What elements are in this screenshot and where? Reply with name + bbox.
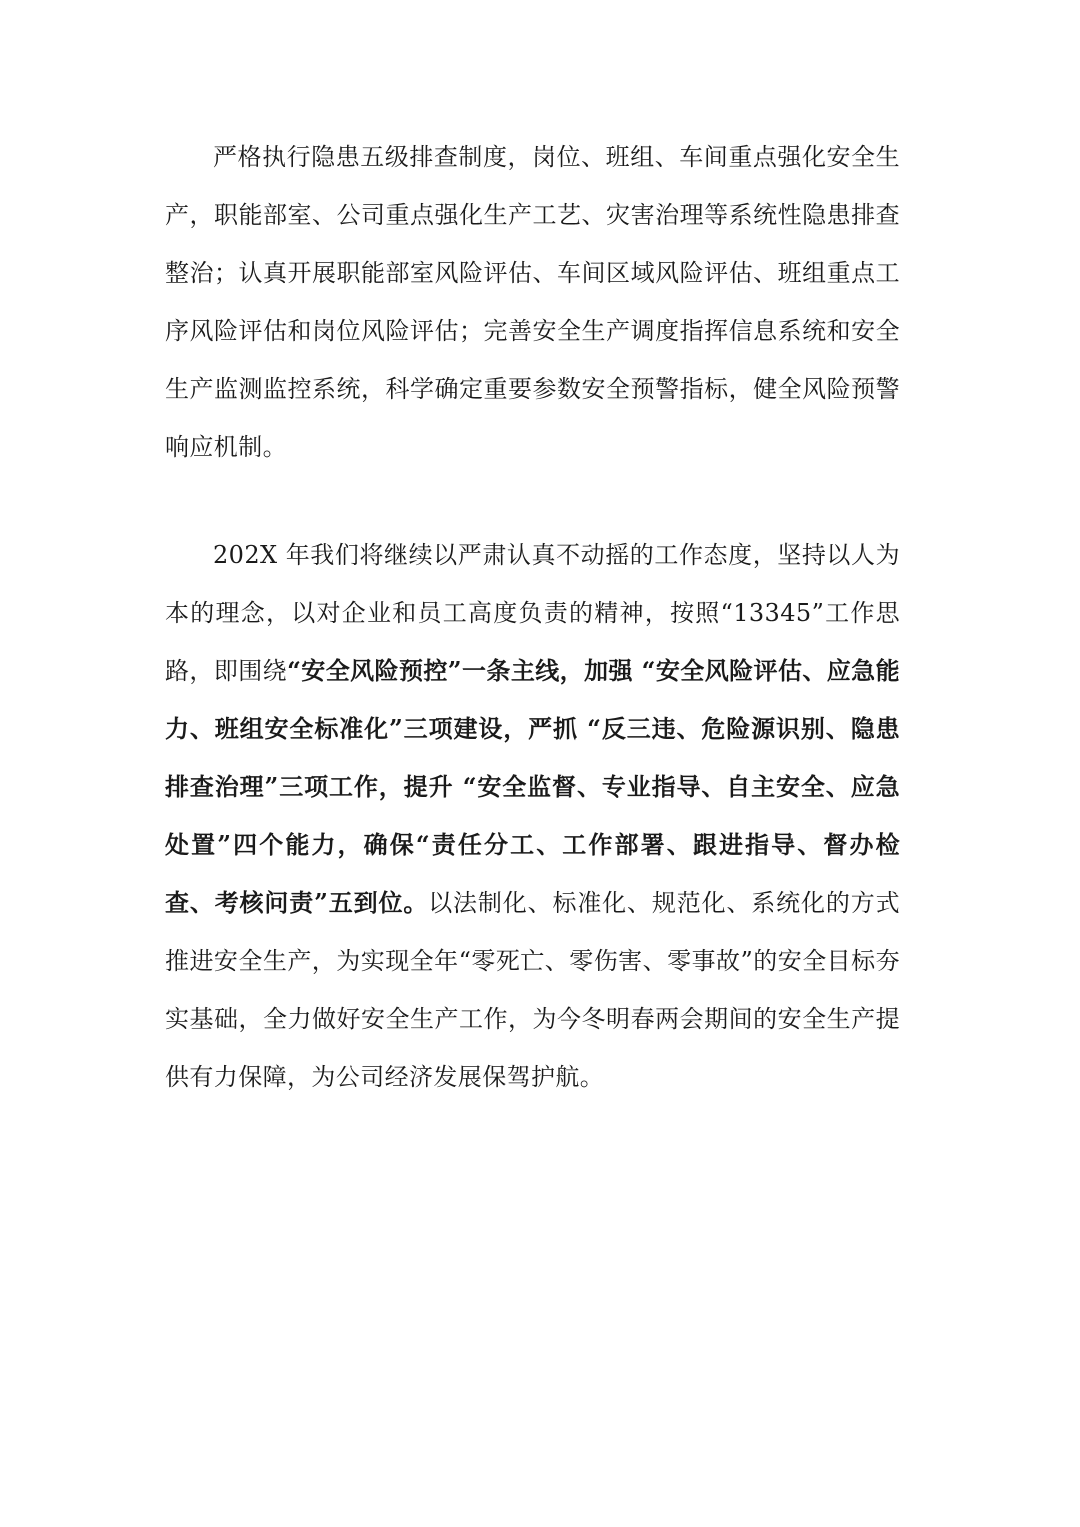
paragraph-text: 严格执行隐患五级排查制度，岗位、班组、车间重点强化安全生产，职能部室、公司重点强化生产工艺、灾害治理等系统性隐患排查整治；认真开展职能部室风险评估、车间区域风险评估、班组重点工序风险评估和岗位风险评估；完善安全生产调度指挥信息系统和安全生产监测监控系统，科学确定重要参数安全预警指标，健全风险预警响应机制。 bbox=[165, 143, 900, 461]
paragraph-work-plan bbox=[165, 526, 900, 1106]
paragraph-text-intro: 202X 年我们将继续以严肃认真不动摇的工作态度，坚持以人为本的理念，以对企业和员工高度负责的精神，按照“13345”工作思路，即围绕 bbox=[165, 541, 900, 685]
paragraph-hazard-inspection bbox=[165, 128, 900, 476]
paragraph-text-bold: “安全风险预控”一条主线，加强 “安全风险评估、应急能力、班组安全标准化”三项建设，严抓 “反三违、危险源识别、隐患排查治理”三项工作，提升 “安全监督、专业指导、自主安全、应急处置”四个能力，确保“责任分工、工作部署、跟进指导、督办检查、考核问责”五到位。 bbox=[165, 656, 900, 917]
document-page bbox=[165, 128, 900, 1106]
paragraph-text-outro: 以法制化、标准化、规范化、系统化的方式推进安全生产，为实现全年“零死亡、零伤害、零事故”的安全目标夯实基础，全力做好安全生产工作，为今冬明春两会期间的安全生产提供有力保障，为公司经济发展保驾护航。 bbox=[165, 889, 900, 1091]
